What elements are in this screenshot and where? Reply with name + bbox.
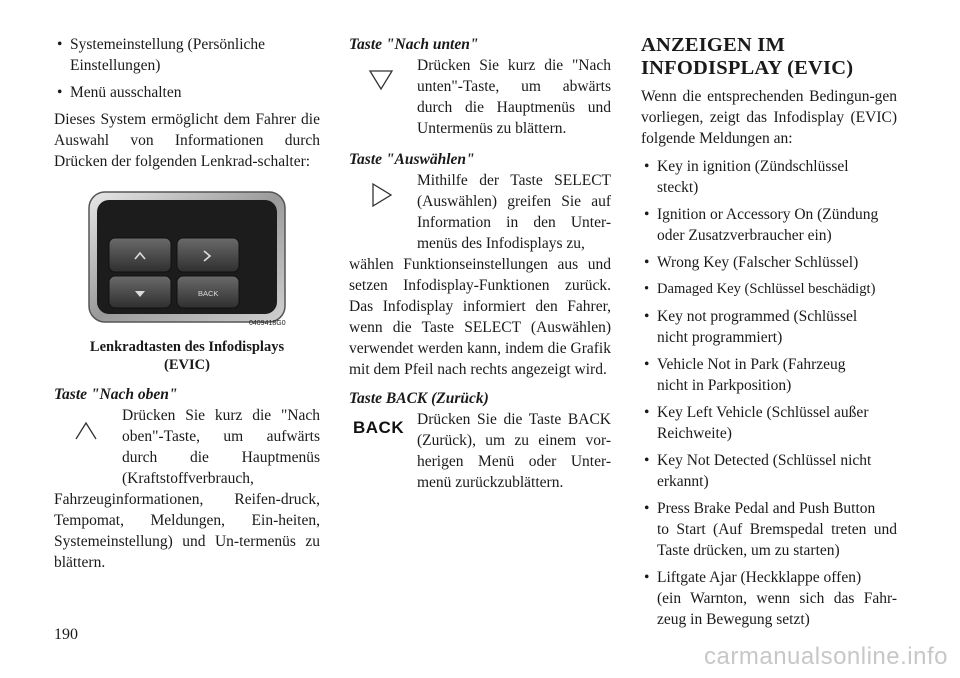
list-item	[641, 279, 897, 300]
list-item	[641, 306, 897, 348]
figure-caption	[54, 338, 320, 374]
key-down-text: Drücken Sie kurz die "Nach unten"-Taste, um abwärts durch die Hauptmenüs und Untermenüs zu blättern.	[417, 57, 611, 137]
hdr-suffix: "	[168, 386, 178, 403]
column-middle	[349, 34, 611, 493]
section-heading	[641, 34, 897, 80]
key-back-description	[349, 409, 611, 493]
key-up-heading	[54, 384, 320, 405]
steering-buttons-figure	[87, 190, 287, 334]
hdr-prefix: Taste "	[349, 151, 395, 168]
list-item	[641, 450, 897, 492]
up-triangle-icon	[66, 411, 106, 447]
right-triangle-icon	[361, 176, 401, 212]
list-item	[641, 156, 897, 198]
list-item	[641, 402, 897, 444]
steering-buttons-photo	[87, 190, 287, 328]
key-up-text: Drücken Sie kurz die "Nach oben"-Taste, um aufwärts durch die Hauptmenüs (Kraftstoffverbrauch,	[122, 407, 320, 487]
hdr-name: Nach oben	[99, 386, 169, 403]
list-item	[641, 204, 897, 246]
list-item	[641, 567, 897, 630]
intro-paragraph: Dieses System ermöglicht dem Fahrer die Auswahl von Informationen durch Drücken der folgenden Lenkrad-schalter:	[54, 111, 320, 170]
hdr-name: Nach unten	[394, 36, 470, 53]
page-number: 190	[54, 626, 78, 643]
figure-code: 0409418G0	[249, 320, 286, 327]
bullet-item	[54, 82, 320, 103]
column-right	[641, 34, 897, 636]
list-item	[641, 354, 897, 396]
list-item-text-cont: to Start (Auf Bremspedal treten und Taste drücken, um zu starten)	[657, 521, 897, 559]
list-item-text-cont: nicht in Parkposition)	[657, 377, 792, 394]
hdr-prefix: Taste "	[349, 36, 395, 53]
key-down-description	[349, 55, 611, 139]
list-item-text-cont: steckt)	[657, 179, 699, 196]
key-select-text: Mithilfe der Taste SELECT (Auswählen) greifen Sie auf Information in den Unter-menüs des Infodisplays zu,	[417, 172, 611, 252]
caption-line: Lenkradtasten des Infodisplays	[89, 339, 285, 355]
list-item-text-cont: erkannt)	[657, 473, 709, 490]
hdr-name: Auswählen	[394, 151, 467, 168]
list-item-text: Wrong Key (Falscher Schlüssel)	[657, 254, 859, 271]
heading-line: ANZEIGEN IM	[641, 34, 786, 56]
key-back-heading: Taste BACK (Zurück)	[349, 390, 489, 407]
list-item-text: Key Left Vehicle (Schlüssel außer	[657, 404, 869, 421]
list-item-text: Press Brake Pedal and Push Button	[657, 500, 876, 517]
key-select-heading	[349, 149, 611, 170]
list-item-text: Ignition or Accessory On (Zündung	[657, 206, 879, 223]
key-back-text: Drücken Sie die Taste BACK (Zurück), um zu einem vor-herigen Menü oder Unter-menü zurückzublättern.	[417, 411, 611, 491]
list-item-text: Vehicle Not in Park (Fahrzeug	[657, 356, 846, 373]
list-item-text: Liftgate Ajar (Heckklappe offen)	[657, 569, 862, 586]
hdr-suffix: "	[469, 36, 479, 53]
hdr-prefix: Taste "	[54, 386, 100, 403]
list-item-text: Key Not Detected (Schlüssel nicht	[657, 452, 872, 469]
hdr-suffix: "	[466, 151, 475, 168]
list-item-text-cont: oder Zusatzverbraucher ein)	[657, 227, 832, 244]
down-triangle-icon	[361, 61, 401, 97]
back-button-label: BACK	[198, 289, 219, 298]
key-select-description	[349, 170, 611, 254]
bullet-text: Systemeinstellung (Persönliche	[70, 36, 266, 53]
list-item	[641, 498, 897, 561]
messages-intro: Wenn die entsprechenden Bedingun-gen vorliegen, zeigt das Infodisplay (EVIC) folgende Meldungen an:	[641, 88, 897, 147]
caption-line: (EVIC)	[164, 357, 210, 373]
list-item-text-cont: (ein Warnton, wenn sich das Fahr-zeug in Bewegung setzt)	[657, 590, 897, 628]
watermark: carmanualsonline.info	[704, 643, 948, 670]
back-key-icon: BACK	[353, 418, 405, 437]
bullet-item	[54, 34, 320, 76]
key-up-description	[54, 405, 320, 489]
list-item-text: Damaged Key (Schlüssel beschädigt)	[657, 281, 876, 297]
key-up-text-cont: Fahrzeuginformationen, Reifen-druck, Tempomat, Meldungen, Ein-heiten, Systemeinstellung) und Un-termenüs zu blättern.	[54, 491, 320, 571]
list-item-text: Key not programmed (Schlüssel	[657, 308, 858, 325]
list-item-text: Key in ignition (Zündschlüssel	[657, 158, 849, 175]
key-down-heading	[349, 34, 611, 55]
message-list	[641, 156, 897, 630]
heading-line: INFODISPLAY (EVIC)	[641, 57, 854, 79]
list-item-text-cont: nicht programmiert)	[657, 329, 783, 346]
list-item	[641, 252, 897, 273]
key-select-text-cont: wählen Funktionseinstellungen aus und setzen Infodisplay-Funktionen zurück. Das Infodisplay informiert den Fahrer, wenn die Taste SELECT (Auswählen) verwendet werden kann, indem die Grafik mit dem Pfeil nach rechts angezeigt wird.	[349, 256, 611, 378]
bullet-text: Menü ausschalten	[70, 84, 182, 101]
list-item-text-cont: Reichweite)	[657, 425, 732, 442]
column-left	[54, 34, 320, 581]
bullet-text-cont: Einstellungen)	[70, 57, 161, 74]
